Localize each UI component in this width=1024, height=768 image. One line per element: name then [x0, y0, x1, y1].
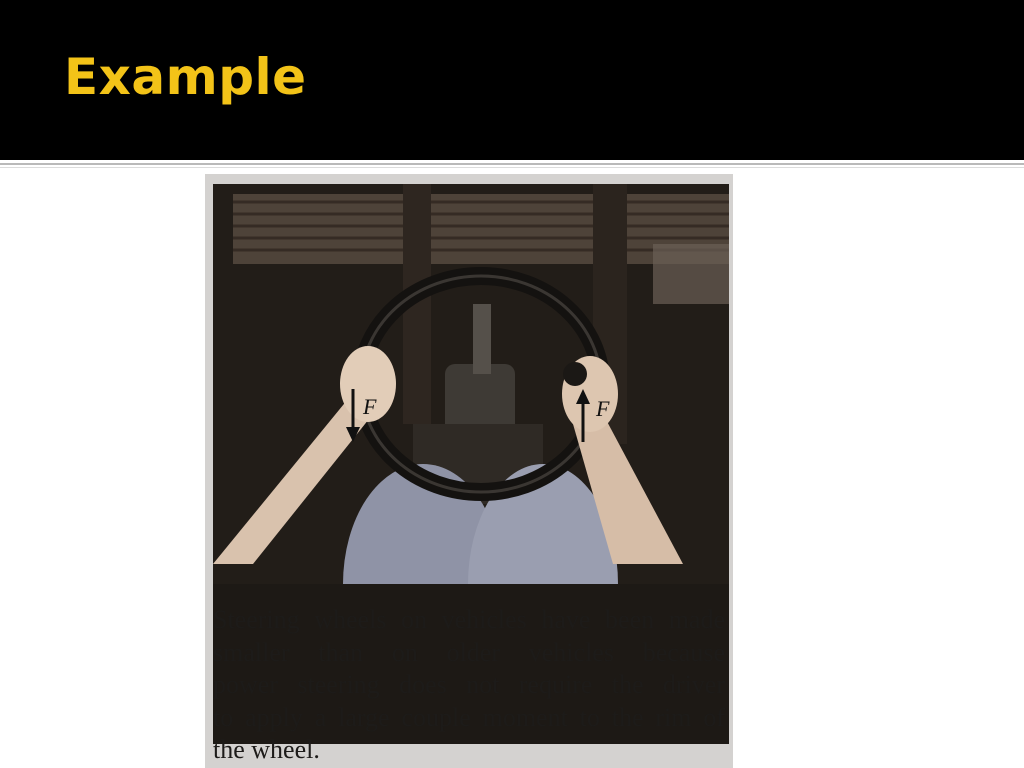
- caption-line-3: power steering does not require the driver: [213, 670, 725, 699]
- force-label-left: F: [363, 394, 377, 419]
- caption-line-5: the wheel.: [213, 735, 320, 764]
- title-divider-thin: [0, 167, 1024, 168]
- wheel-spoke: [473, 304, 491, 374]
- caption-line-2: smaller than on older vehicles because: [213, 637, 725, 667]
- title-bar: [0, 0, 1024, 160]
- steering-wheel-illustration: [213, 184, 729, 584]
- spinner-knob: [563, 362, 587, 386]
- caption-line-1: Steering wheels on vehicles have been made: [213, 605, 725, 634]
- textbook-figure: [205, 174, 733, 768]
- force-label-right: F: [596, 396, 610, 421]
- caption-line-4: to apply a large couple moment to the rim of: [213, 702, 725, 732]
- slide-title: Example: [64, 48, 307, 106]
- title-divider: [0, 163, 1024, 165]
- figure-caption: [213, 604, 725, 767]
